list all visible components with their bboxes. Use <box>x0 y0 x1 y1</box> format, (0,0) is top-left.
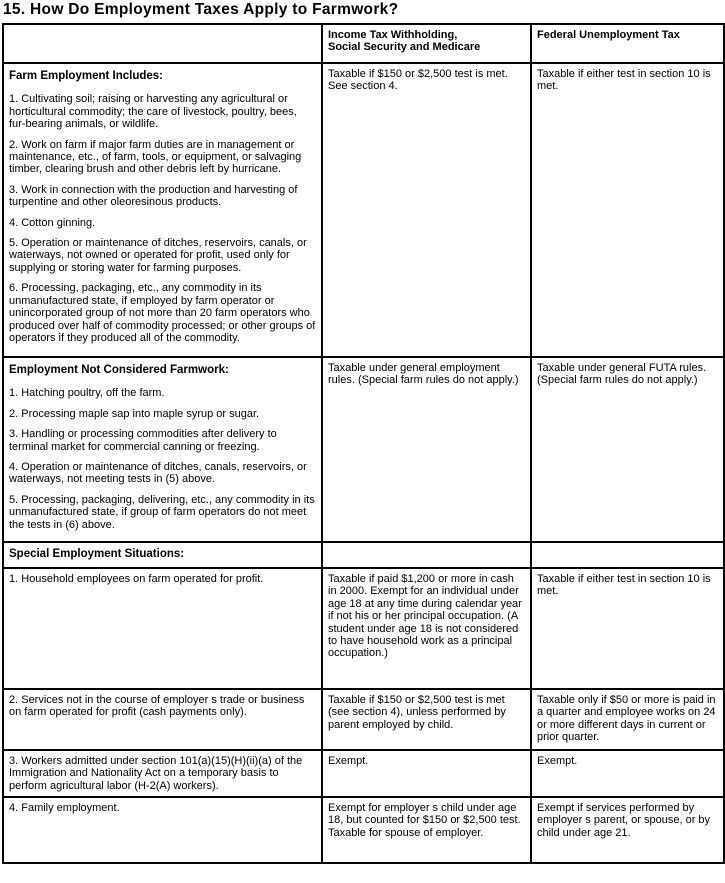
farm-includes-item: 3. Work in connection with the production and harvesting of turpentine and other oleoresinous products. <box>9 183 298 209</box>
farm-includes-futa-text: Taxable if either test in section 10 is met. <box>537 68 711 93</box>
farmwork-tax-table <box>2 23 725 864</box>
family-income-tax-text: Exempt for employer s child under age 18, but counted for $150 or $2,500 test. Taxable for spouse of employer. <box>328 802 521 839</box>
h2a-futa-cell <box>531 750 724 797</box>
header-income-tax-line1: Income Tax Withholding, <box>328 29 458 41</box>
farm-includes-item: 2. Work on farm if major farm duties are in management or maintenance, etc., of farm, tools, or equipment, or salvaging timber, clearing brush and other debris left by hurricane. <box>9 138 302 176</box>
services-row <box>3 689 724 750</box>
table-header-row <box>3 24 724 63</box>
h2a-income-tax-text: Exempt. <box>328 755 369 767</box>
special-situations-heading: Special Employment Situations: <box>9 548 185 560</box>
farm-includes-income-tax-text: Taxable if $150 or $2,500 test is met. See section 4. <box>328 68 508 93</box>
not-farmwork-income-tax-text: Taxable under general employment rules. (Special farm rules do not apply.) <box>328 362 519 387</box>
not-farmwork-cell <box>3 357 322 542</box>
not-farmwork-item: 4. Operation or maintenance of ditches, canals, reservoirs, or waterways, not meeting tests in (5) above. <box>9 461 307 486</box>
farm-includes-item: 6. Processing, packaging, etc., any commodity in its unmanufactured state, if employed by farm operator or unincorporated group of not more than 20 farm operators who produced over half of commodity processed; or other groups of operators if they produced all of the commodity. <box>9 282 316 344</box>
household-label: 1. Household employees on farm operated for profit. <box>9 573 264 585</box>
h2a-futa-text: Exempt. <box>537 755 578 767</box>
family-income-tax-cell <box>322 797 531 863</box>
page-title: 15. How Do Employment Taxes Apply to Farmwork? <box>3 1 399 18</box>
not-farmwork-item: 2. Processing maple sap into maple syrup or sugar. <box>9 407 260 420</box>
family-label: 4. Family employment. <box>9 802 120 814</box>
household-futa-cell <box>531 568 724 689</box>
services-label: 2. Services not in the course of employer s trade or business on farm operated for profit (cash payments only). <box>9 694 305 719</box>
special-situations-header-row <box>3 542 724 568</box>
services-futa-text: Taxable only if $50 or more is paid in a quarter and employee works on 24 or more different days in current or prior quarter. <box>537 694 716 744</box>
h2a-workers-row <box>3 750 724 797</box>
not-farmwork-item: 5. Processing, packaging, delivering, etc., any commodity in its unmanufactured state, if group of farm operators do not meet the tests in (6) above. <box>9 493 315 531</box>
farm-includes-cell <box>3 63 322 357</box>
services-income-tax-cell <box>322 689 531 750</box>
household-income-tax-text: Taxable if paid $1,200 or more in cash in 2000. Exempt for an individual under age 18 at any time during calendar year if not his or her principal occupation. (A student under age 18 is not considered to have household work as a principal occupation.) <box>328 573 522 660</box>
farm-includes-heading: Farm Employment Includes: <box>9 70 164 82</box>
header-corner-cell <box>3 24 322 63</box>
header-income-tax-cell <box>322 24 531 63</box>
farm-includes-item: 1. Cultivating soil; raising or harvesting any agricultural or horticultural commodity; the care of livestock, poultry, bees, fur-bearing animals, or wildlife. <box>9 93 297 131</box>
farm-includes-futa-cell <box>531 63 724 357</box>
farm-includes-item: 4. Cotton ginning. <box>9 216 96 229</box>
services-income-tax-text: Taxable if $150 or $2,500 test is met (see section 4), unless performed by parent employed by child. <box>328 694 506 731</box>
special-situations-heading-cell <box>3 542 322 568</box>
not-farmwork-item: 1. Hatching poultry, off the farm. <box>9 387 165 400</box>
h2a-label-cell <box>3 750 322 797</box>
household-futa-text: Taxable if either test in section 10 is met. <box>537 573 711 598</box>
h2a-income-tax-cell <box>322 750 531 797</box>
household-label-cell <box>3 568 322 689</box>
farm-includes-row <box>3 63 724 357</box>
not-farmwork-futa-cell <box>531 357 724 542</box>
not-farmwork-income-tax-cell <box>322 357 531 542</box>
h2a-label: 3. Workers admitted under section 101(a)(15)(H)(ii)(a) of the Immigration and Nationality Act on a temporary basis to perform agricultural labor (H-2(A) workers). <box>9 755 303 792</box>
special-situations-empty-income-tax-cell <box>322 542 531 568</box>
not-farmwork-row <box>3 357 724 542</box>
household-employees-row <box>3 568 724 689</box>
services-label-cell <box>3 689 322 750</box>
family-futa-cell <box>531 797 724 863</box>
header-futa-label: Federal Unemployment Tax <box>537 29 680 41</box>
special-situations-empty-futa-cell <box>531 542 724 568</box>
farm-includes-item: 5. Operation or maintenance of ditches, reservoirs, canals, or waterways, not owned or operated for profit, used only for supplying or storing water for farming purposes. <box>9 237 307 274</box>
family-futa-text: Exempt if services performed by employer s parent, or spouse, or by child under age 21. <box>537 802 711 839</box>
family-employment-row <box>3 797 724 863</box>
not-farmwork-heading: Employment Not Considered Farmwork: <box>9 364 229 376</box>
not-farmwork-futa-text: Taxable under general FUTA rules. (Special farm rules do not apply.) <box>537 362 707 387</box>
header-futa-cell <box>531 24 724 63</box>
farm-includes-income-tax-cell <box>322 63 531 357</box>
family-label-cell <box>3 797 322 863</box>
services-futa-cell <box>531 689 724 750</box>
header-income-tax-line2: Social Security and Medicare <box>328 41 481 54</box>
household-income-tax-cell <box>322 568 531 689</box>
not-farmwork-item: 3. Handling or processing commodities after delivery to terminal market for commercial canning or freezing. <box>9 428 277 453</box>
